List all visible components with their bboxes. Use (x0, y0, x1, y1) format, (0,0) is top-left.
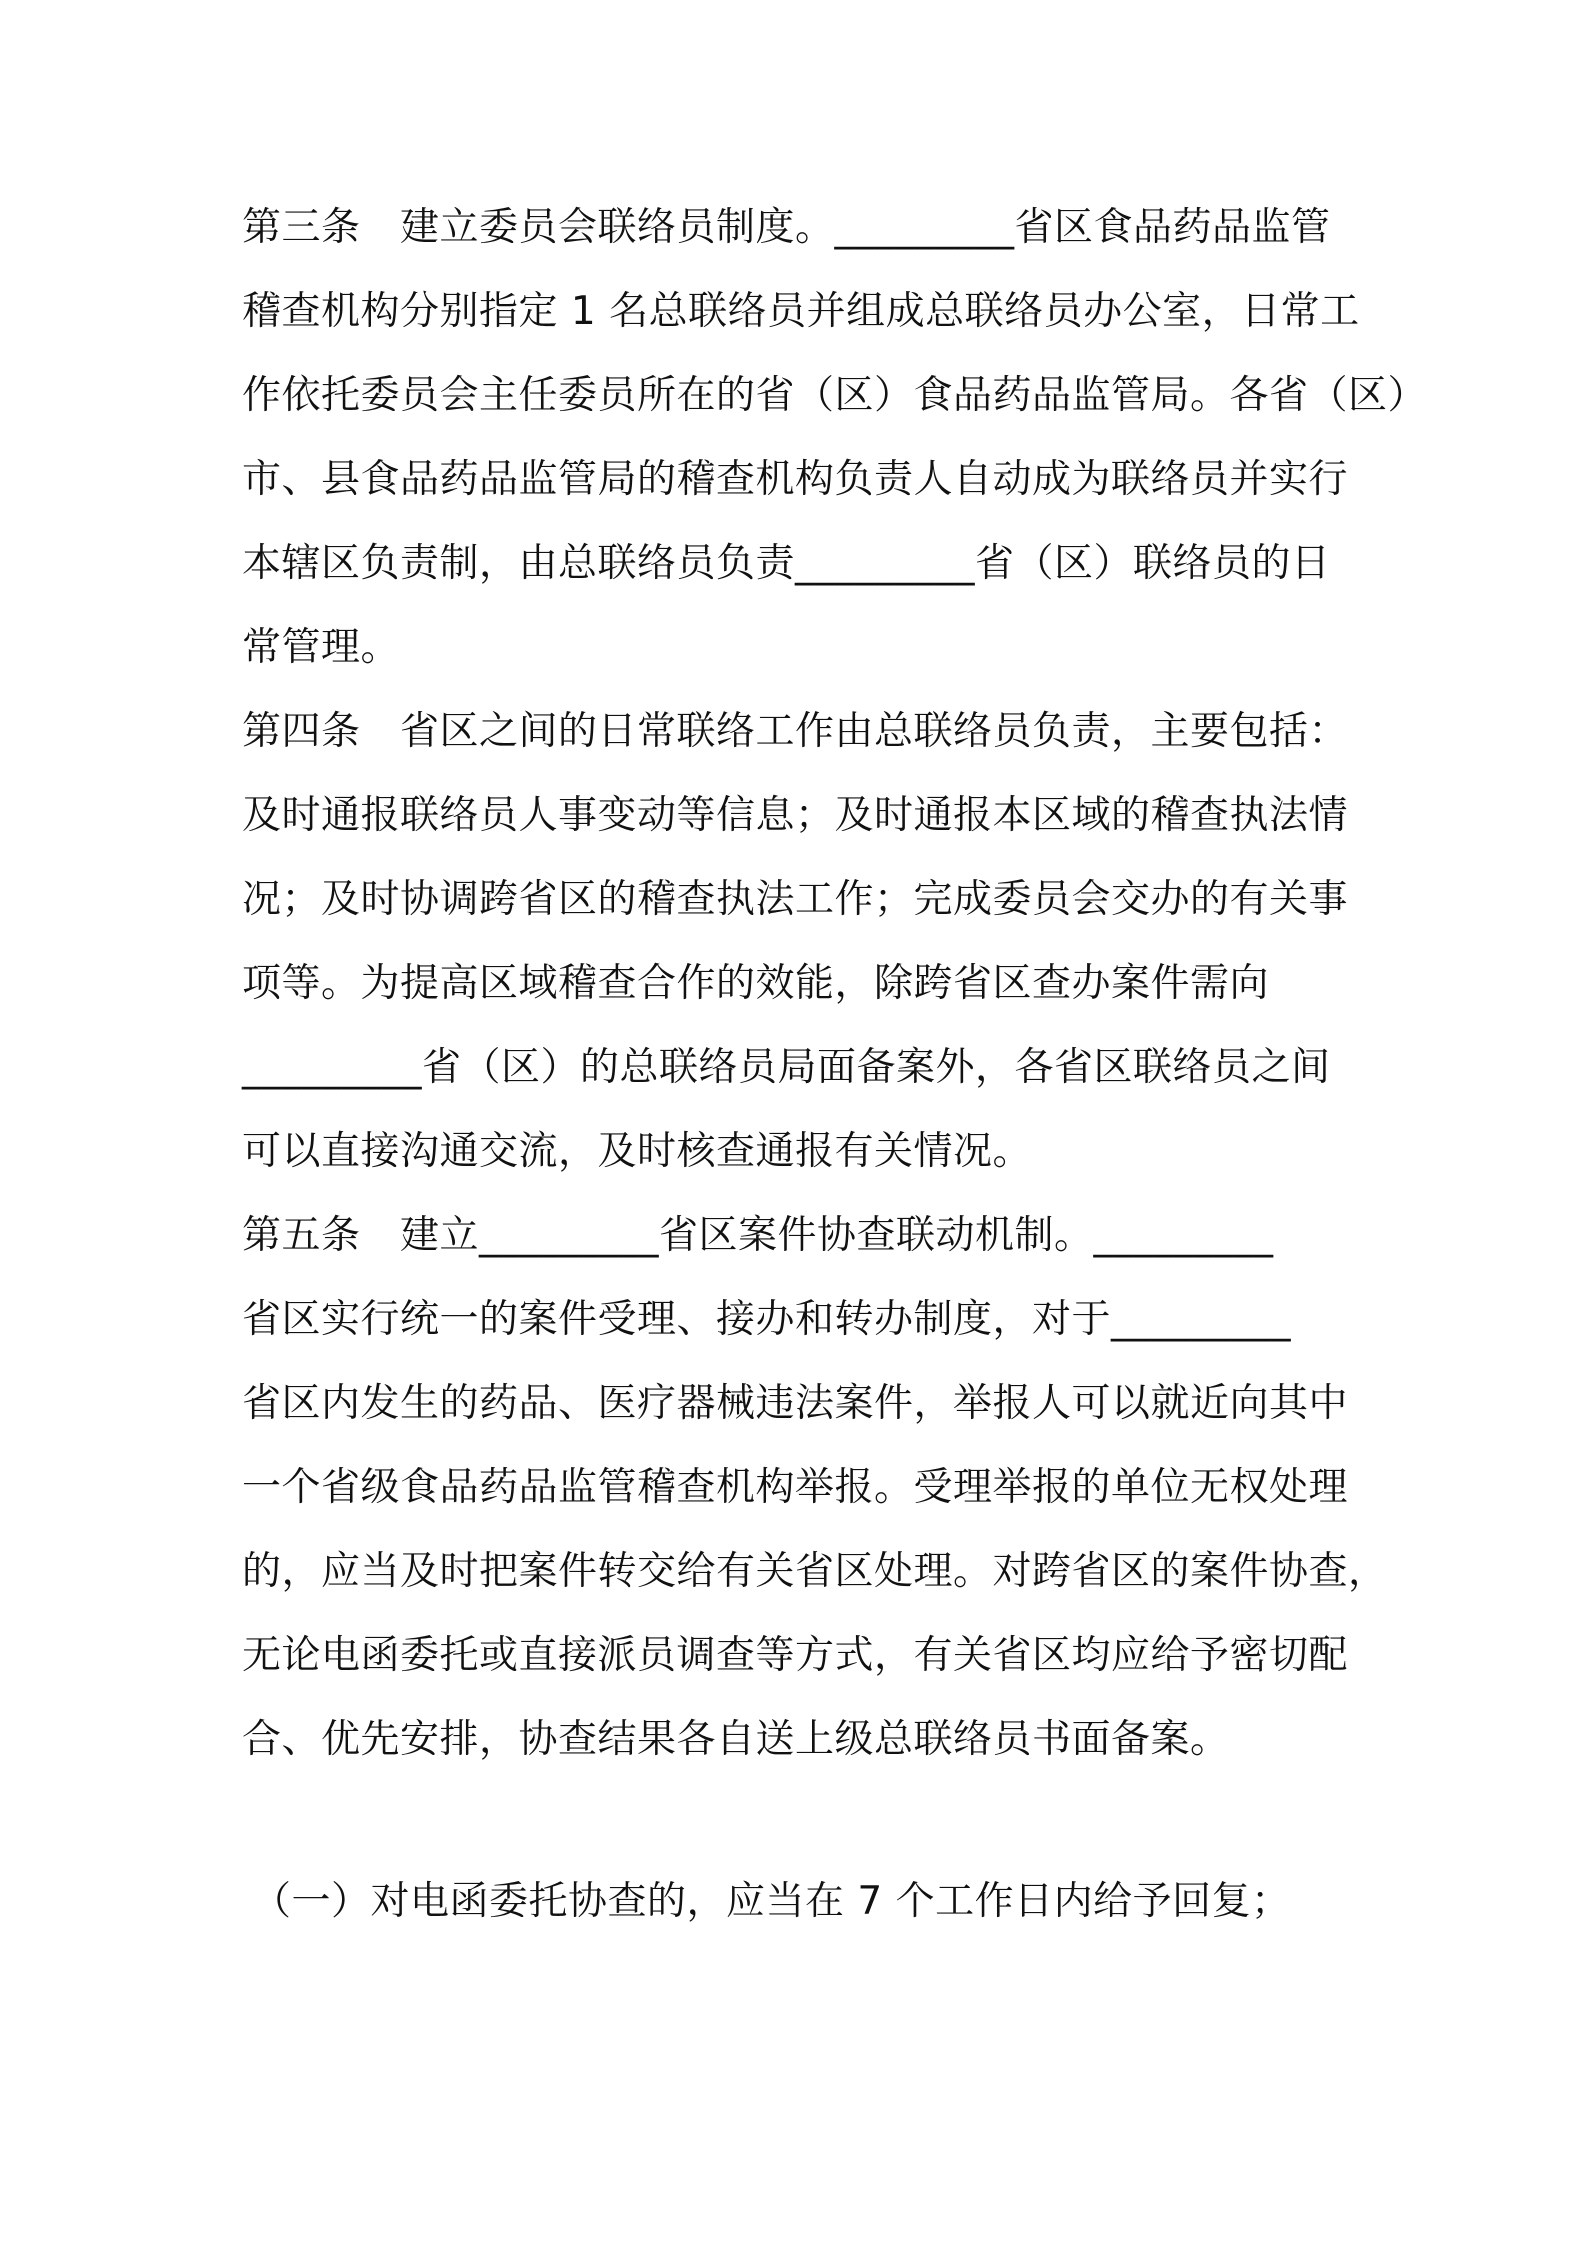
article-4-line: 及时通报联络员人事变动等信息；及时通报本区域的稽查执法情 (242, 793, 1349, 838)
article-5-line: 省区实行统一的案件受理、接办和转办制度，对于_________ (242, 1297, 1292, 1342)
article-3-line: 作依托委员会主任委员所在的省（区）食品药品监管局。各省（区） (242, 373, 1428, 418)
list-item-text: （一）对电函委托协查的，应当在 7 个工作日内给予回复； (252, 1879, 1291, 1924)
article-4-line: 况；及时协调跨省区的稽查执法工作；完成委员会交办的有关事 (242, 877, 1349, 922)
article-3-paragraph (242, 186, 1428, 690)
article-4-line: _________省（区）的总联络员局面备案外，各省区联络员之间 (242, 1045, 1331, 1090)
article-3-line: 稽查机构分别指定 1 名总联络员并组成总联络员办公室，日常工 (242, 289, 1360, 334)
article-5-line: 的，应当及时把案件转交给有关省区处理。对跨省区的案件协查， (242, 1549, 1388, 1594)
article-5-paragraph (242, 1194, 1388, 1782)
article-4-paragraph (242, 690, 1362, 1194)
article-5-line: 第五条 建立_________省区案件协查联动机制。_________ (242, 1213, 1274, 1258)
article-5-line: 无论电函委托或直接派员调查等方式，有关省区均应给予密切配 (242, 1633, 1349, 1678)
article-3-line: 本辖区负责制，由总联络员负责_________省（区）联络员的日 (242, 541, 1331, 586)
article-5-line: 合、优先安排，协查结果各自送上级总联络员书面备案。 (242, 1717, 1230, 1762)
list-item-1 (252, 1860, 1372, 1944)
article-3-line: 第三条 建立委员会联络员制度。_________省区食品药品监管 (242, 205, 1331, 250)
article-5-line: 省区内发生的药品、医疗器械违法案件，举报人可以就近向其中 (242, 1381, 1349, 1426)
article-3-line: 常管理。 (242, 625, 401, 670)
article-4-line: 可以直接沟通交流，及时核查通报有关情况。 (242, 1129, 1033, 1174)
article-5-line: 一个省级食品药品监管稽查机构举报。受理举报的单位无权处理 (242, 1465, 1349, 1510)
article-4-line: 项等。为提高区域稽查合作的效能，除跨省区查办案件需向 (242, 961, 1270, 1006)
article-3-line: 市、县食品药品监管局的稽查机构负责人自动成为联络员并实行 (242, 457, 1349, 502)
article-4-line: 第四条 省区之间的日常联络工作由总联络员负责，主要包括： (242, 709, 1349, 754)
